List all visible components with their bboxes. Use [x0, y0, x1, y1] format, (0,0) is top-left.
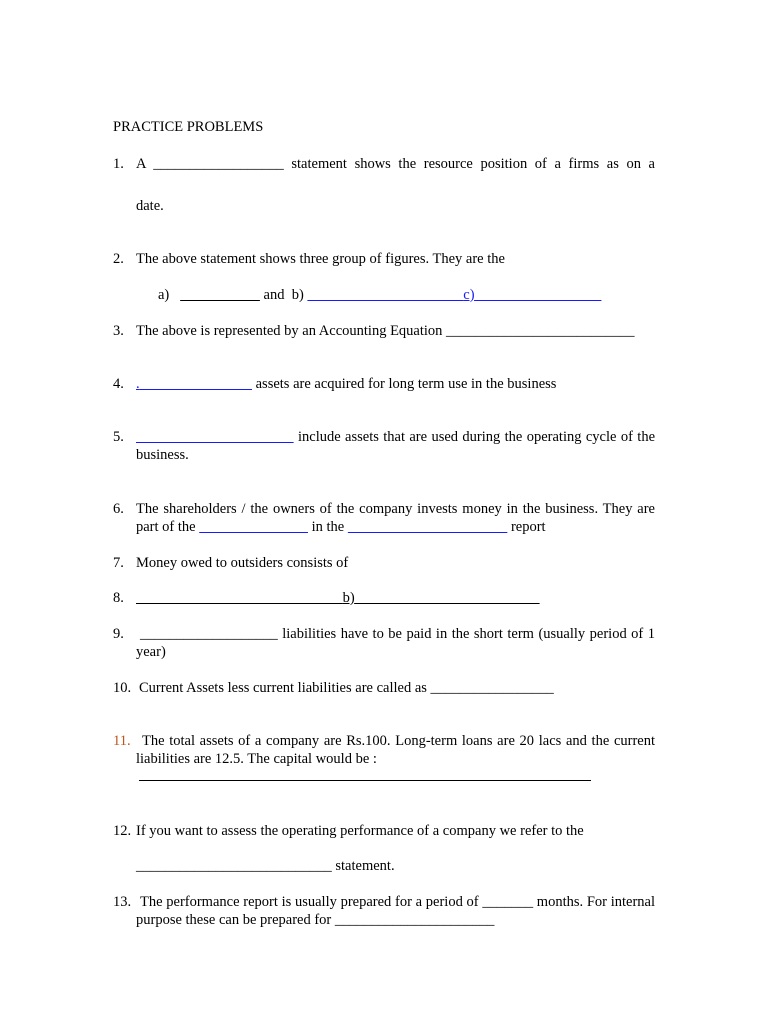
- question-11: [113, 732, 655, 768]
- question-number: 3.: [113, 323, 124, 339]
- question-text: The above statement shows three group of figures. They are the: [136, 251, 505, 267]
- blank-equity[interactable]: [199, 519, 308, 535]
- question-text: The total assets of a company are Rs.100. Long-term loans are 20 lacs and the current liabilities are 12.5. The capital would be :: [136, 733, 655, 767]
- question-text: Money owed to outsiders consists of: [136, 555, 349, 571]
- question-12: [113, 822, 655, 840]
- question-2-options: [113, 286, 655, 304]
- question-text: The above is represented by an Accounting Equation __________________________: [136, 323, 635, 339]
- blank-c[interactable]: [475, 287, 602, 303]
- question-12-continued: [113, 857, 655, 875]
- question-text-rest: assets are acquired for long term use in the business: [252, 376, 557, 392]
- report-label: report: [510, 519, 546, 535]
- option-c-label: c): [463, 287, 475, 303]
- question-text-start: The shareholders / the owners of the company invests money in the business. They are part of the: [136, 501, 655, 535]
- question-9: [113, 625, 655, 661]
- question-text: A __________________ statement shows the resource position of a firms as on a: [136, 156, 655, 172]
- question-text: [136, 589, 655, 607]
- question-number: 6.: [113, 501, 124, 517]
- question-number: 10.: [113, 680, 132, 696]
- blank-a[interactable]: [136, 590, 343, 606]
- question-number: 4.: [113, 376, 124, 392]
- blank-b[interactable]: [307, 287, 463, 303]
- in-the-label: in the: [311, 519, 345, 535]
- question-text: The performance report is usually prepared for a period of _______ months. For internal purpose these can be prepared for ______________________: [136, 894, 655, 928]
- blank-fixed-assets[interactable]: [140, 376, 252, 392]
- question-text: ___________________________ statement.: [136, 858, 395, 874]
- question-number: 1.: [113, 156, 124, 172]
- question-number: 13.: [113, 894, 132, 910]
- question-7: [113, 554, 655, 572]
- question-6: [113, 500, 655, 536]
- question-10: [113, 679, 655, 697]
- blank-report[interactable]: [348, 519, 508, 535]
- question-3: [113, 322, 655, 340]
- option-b-label: b): [342, 590, 355, 606]
- blank-b[interactable]: [355, 590, 540, 606]
- question-number: 9.: [113, 626, 124, 642]
- blank-dot: .: [136, 376, 140, 392]
- question-8: [113, 589, 655, 607]
- answer-line[interactable]: [139, 780, 591, 781]
- question-number: 8.: [113, 590, 124, 606]
- blank-current-assets[interactable]: [136, 429, 294, 445]
- question-text: Current Assets less current liabilities are called as _________________: [139, 680, 554, 696]
- question-text: [136, 428, 655, 464]
- page-title: PRACTICE PROBLEMS: [113, 119, 264, 135]
- question-5: [113, 428, 655, 464]
- question-number: 7.: [113, 555, 124, 571]
- question-1: [113, 155, 655, 173]
- question-number: 2.: [113, 251, 124, 267]
- question-text: If you want to assess the operating performance of a company we refer to the: [136, 823, 584, 839]
- question-text: [136, 500, 655, 536]
- option-a-label: a): [158, 287, 170, 303]
- blank-a[interactable]: [180, 287, 260, 303]
- question-13: [113, 893, 655, 929]
- option-b-label: and b): [263, 287, 304, 303]
- options-line: [158, 286, 655, 304]
- question-text: [136, 375, 655, 393]
- question-number: 5.: [113, 429, 124, 445]
- question-text-rest: include assets that are used during the operating cycle of the business.: [136, 429, 656, 463]
- question-4: [113, 375, 655, 393]
- question-1-continued: [113, 197, 655, 215]
- question-2: [113, 250, 655, 268]
- question-number: 11.: [113, 733, 131, 749]
- question-number: 12.: [113, 823, 132, 839]
- question-text: date.: [136, 198, 164, 214]
- question-text: ___________________ liabilities have to be paid in the short term (usually period of 1 year): [136, 626, 655, 660]
